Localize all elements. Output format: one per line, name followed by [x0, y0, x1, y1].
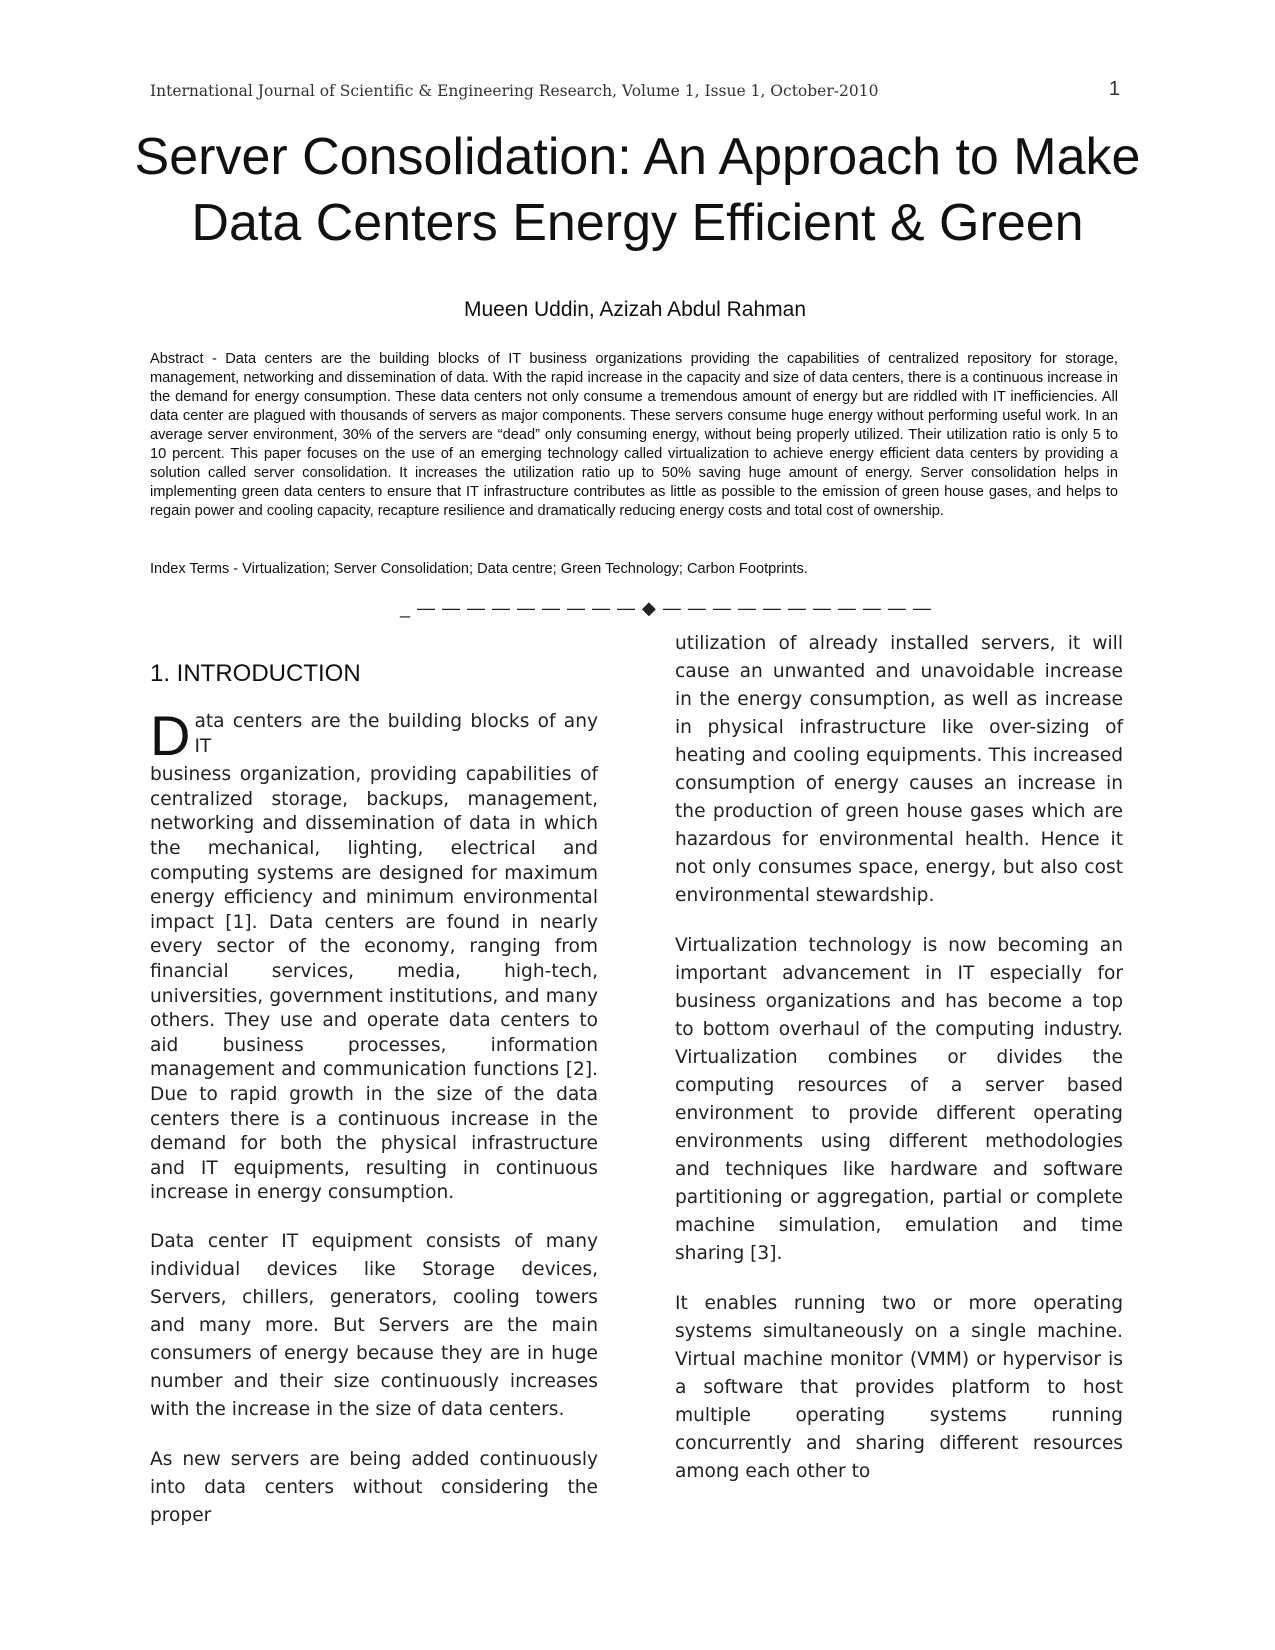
intro-paragraph-5: Virtualization technology is now becoming an important advancement in IT especially for business organizations and has become a top to bottom overhaul of the computing industry. Virtualization combines or divides the computing resources of a server based environment to provide different operating environments using different methodologies and techniques like hardware and software partitioning or aggregation, partial or complete machine simulation, emulation and time sharing [3]. — [675, 935, 1123, 1264]
author-list: Mueen Uddin, Azizah Abdul Rahman — [463, 298, 807, 321]
abstract: Abstract - Data centers are the building blocks of IT business organizations providing the capabilities of centralized repository for storage, management, networking and dissemination of data. With the rapid increase in the capacity and size of data centers, there is a continuous increase in the demand for energy consumption. These data centers not only consume a tremendous amount of energy but are riddled with IT inefficiencies. All data center are plagued with thousands of servers as major components. These servers consume huge energy without performing useful work. In an average server environment, 30% of the servers are “dead” only consuming energy, without being properly utilized. Their utilization ratio is only 5 to 10 percent. This paper focuses on the use of an emerging technology called virtualization to achieve energy efficient data centers by providing a solution called server consolidation. It increases the utilization ratio up to 50% saving huge amount of energy. Server consolidation helps in implementing green data centers to ensure that IT infrastructure contributes as little as possible to the emission of green house gases, and helps to regain power and cooling capacity, recapture resilience and dramatically reducing energy costs and total cost of ownership. — [150, 351, 1118, 519]
intro-paragraph-1: business organization, providing capabilities of centralized storage, backups, management, networking and dissemination of data in which the mechanical, lighting, electrical and computing systems are designed for maximum energy efficiency and minimum environmental impact [1]. Data centers are found in nearly every sector of the economy, ranging from financial services, media, high-tech, universities, government institutions, and many others. They use and operate data centers to aid business processes, information management and communication functions [2]. Due to rapid growth in the size of the data centers there is a continuous increase in the demand for both the physical infrastructure and IT equipments, resulting in continuous increase in energy consumption. — [150, 764, 598, 1204]
right-column — [675, 630, 1123, 1486]
intro-paragraph-6: It enables running two or more operating systems simultaneously on a single machine. Virtual machine monitor (VMM) or hypervisor is a software that provides platform to host multiple operating systems running concurrently and sharing different resources among each other to — [675, 1293, 1123, 1482]
running-header — [150, 78, 1120, 108]
left-column — [150, 660, 598, 1530]
intro-paragraph-3: As new servers are being added continuously into data centers without considering the proper — [150, 1448, 598, 1526]
index-terms: Index Terms - Virtualization; Server Consolidation; Data centre; Green Technology; Carbon Footprints. — [150, 561, 808, 577]
drop-cap: D — [150, 704, 191, 768]
intro-paragraph-2: Data center IT equipment consists of many individual devices like Storage devices, Servers, chillers, generators, cooling towers and many more. But Servers are the main consumers of energy because they are in huge number and their size continuously increases with the increase in the size of data centers. — [150, 1230, 598, 1420]
page-number: 1 — [1108, 78, 1120, 100]
section-divider: _ — — — — — — — — — ◆ — — — — — — — — — — — — [400, 598, 932, 618]
first-line — [150, 704, 598, 768]
intro-paragraph-4: utilization of already installed servers, it will cause an unwanted and unavoidable increase in the energy consumption, as well as increase in physical infrastructure like over-sizing of heating and cooling equipments. This increased consumption of energy causes an increase in the production of green house gases which are hazardous for environmental health. Hence it not only consumes space, energy, but also cost environmental stewardship. — [675, 633, 1123, 906]
paper-title: Server Consolidation: An Approach to Make Data Centers Energy Efficient & Green — [134, 128, 1141, 252]
section-heading-introduction: 1. INTRODUCTION — [150, 660, 361, 687]
journal-citation: International Journal of Scientific & Engineering Research, Volume 1, Issue 1, October-2010 — [150, 82, 879, 100]
first-line-text: ata centers are the building blocks of any IT — [194, 711, 598, 757]
